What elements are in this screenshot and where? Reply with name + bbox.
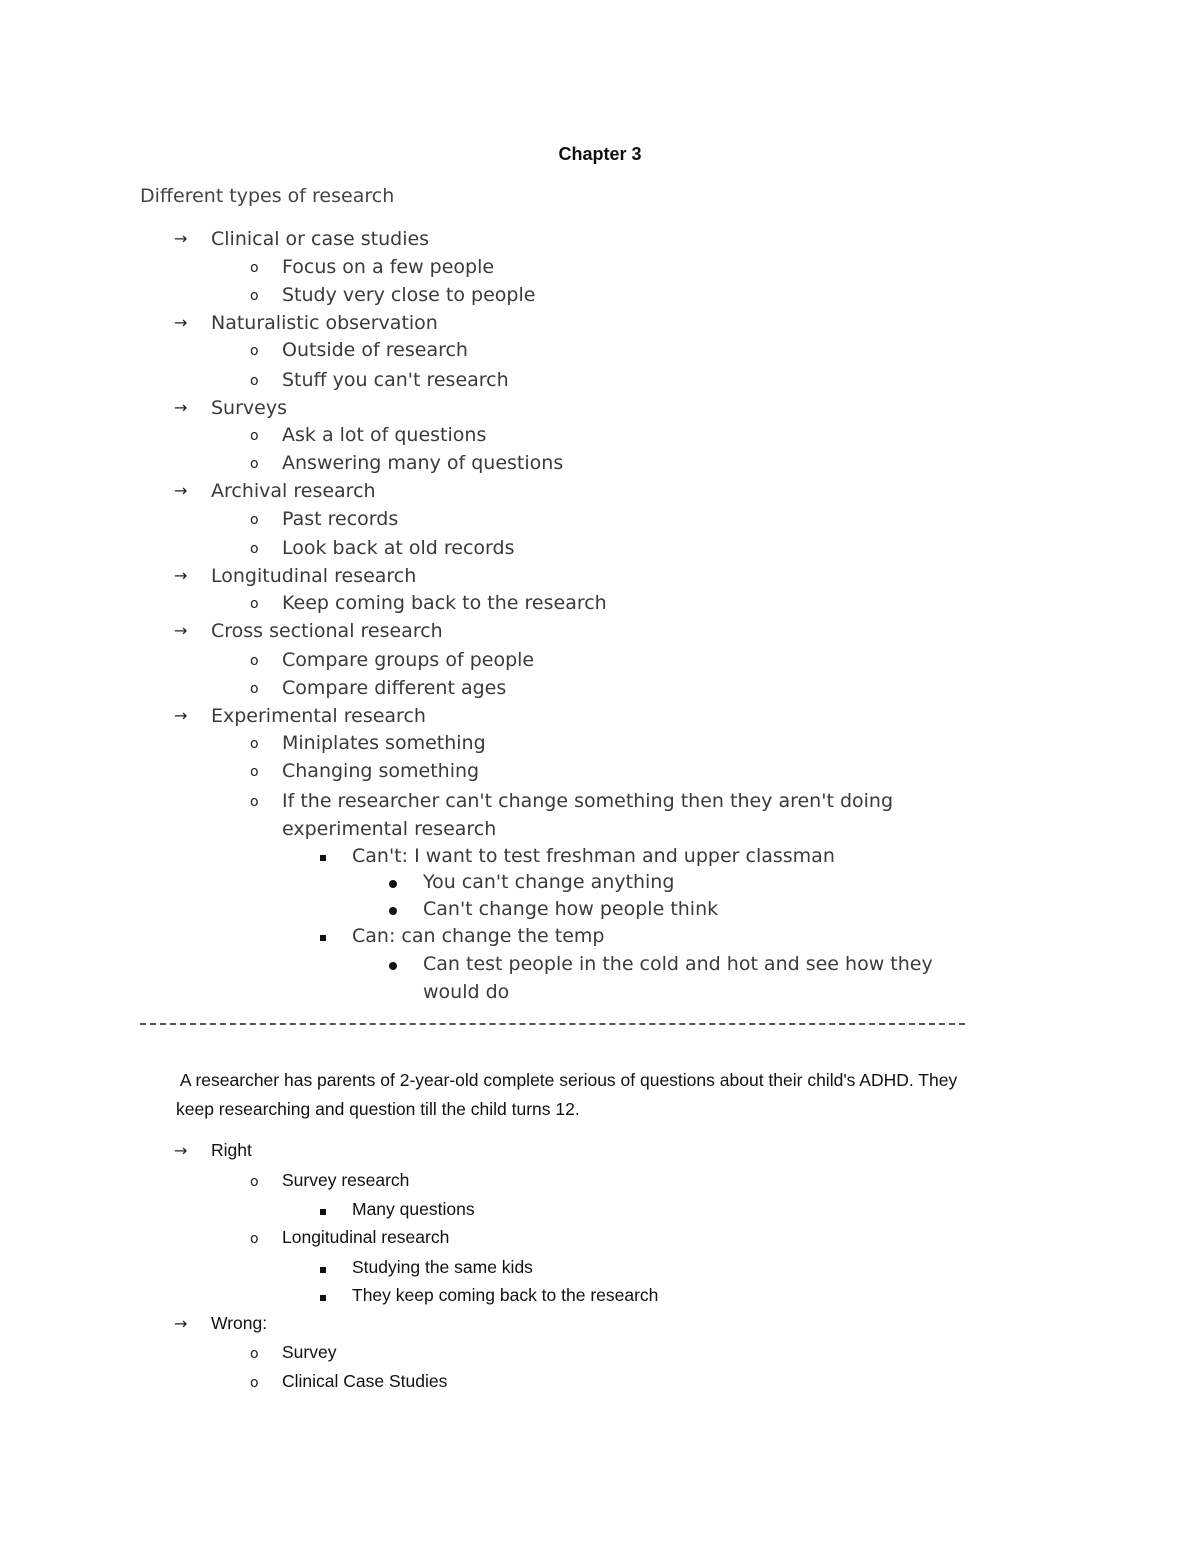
circle-bullet-icon: o: [250, 764, 259, 780]
circle-bullet-icon: o: [250, 456, 259, 472]
research-type-item: Clinical or case studies: [211, 228, 430, 250]
research-type-item: Experimental research: [211, 705, 426, 727]
research-point-item: Keep coming back to the research: [282, 592, 607, 614]
circle-bullet-icon: o: [250, 794, 259, 810]
arrow-bullet-icon: →: [174, 706, 188, 725]
dot-bullet-icon: [389, 907, 397, 915]
circle-bullet-icon: o: [250, 373, 259, 389]
experiment-detail-item: You can't change anything: [423, 871, 675, 893]
arrow-bullet-icon: →: [174, 1314, 188, 1333]
research-type-item: Archival research: [211, 480, 376, 502]
circle-bullet-icon: o: [250, 736, 259, 752]
circle-bullet-icon: o: [250, 1231, 259, 1247]
square-bullet-icon: [320, 855, 326, 861]
arrow-bullet-icon: →: [174, 481, 188, 500]
section-heading: Different types of research: [140, 185, 395, 207]
research-type-item: Longitudinal research: [211, 565, 417, 587]
research-point-continuation: experimental research: [282, 818, 497, 840]
answer-subitem: Many questions: [352, 1199, 475, 1219]
research-point-item: Stuff you can't research: [282, 369, 509, 391]
experiment-detail-item: Can't change how people think: [423, 898, 719, 920]
answer-wrong-label: Wrong:: [211, 1313, 268, 1333]
scenario-paragraph: [176, 1066, 1076, 1124]
circle-bullet-icon: o: [250, 428, 259, 444]
answer-subitem: Studying the same kids: [352, 1257, 533, 1277]
arrow-bullet-icon: →: [174, 229, 188, 248]
research-point-item: Answering many of questions: [282, 452, 564, 474]
research-point-item: Past records: [282, 508, 399, 530]
answer-item: Survey: [282, 1342, 337, 1362]
research-point-item: Miniplates something: [282, 732, 486, 754]
circle-bullet-icon: o: [250, 596, 259, 612]
section-divider: [140, 1023, 965, 1025]
scenario-line-1: A researcher has parents of 2-year-old complete serious of questions about their child's ADHD. They: [176, 1070, 958, 1090]
experiment-example-item: Can't: I want to test freshman and upper classman: [352, 845, 835, 867]
answer-item: Survey research: [282, 1170, 410, 1190]
dot-bullet-icon: [389, 880, 397, 888]
square-bullet-icon: [320, 1295, 326, 1301]
circle-bullet-icon: o: [250, 288, 259, 304]
research-point-item: Outside of research: [282, 339, 468, 361]
arrow-bullet-icon: →: [174, 621, 188, 640]
research-point-item: Compare different ages: [282, 677, 507, 699]
circle-bullet-icon: o: [250, 1174, 259, 1190]
answer-subitem: They keep coming back to the research: [352, 1285, 659, 1305]
circle-bullet-icon: o: [250, 512, 259, 528]
arrow-bullet-icon: →: [174, 398, 188, 417]
research-point-item: Study very close to people: [282, 284, 536, 306]
arrow-bullet-icon: →: [174, 313, 188, 332]
research-point-item: Changing something: [282, 760, 480, 782]
experiment-detail-item: Can test people in the cold and hot and see how they: [423, 953, 933, 975]
page-title: Chapter 3: [558, 144, 642, 164]
research-point-item: Ask a lot of questions: [282, 424, 487, 446]
circle-bullet-icon: o: [250, 1346, 259, 1362]
research-type-item: Cross sectional research: [211, 620, 443, 642]
dot-bullet-icon: [389, 962, 397, 970]
research-point-item: Compare groups of people: [282, 649, 535, 671]
research-point-item: If the researcher can't change something then they aren't doing: [282, 790, 894, 812]
research-type-item: Surveys: [211, 397, 287, 419]
circle-bullet-icon: o: [250, 1375, 259, 1391]
answer-item: Clinical Case Studies: [282, 1371, 448, 1391]
circle-bullet-icon: o: [250, 343, 259, 359]
circle-bullet-icon: o: [250, 681, 259, 697]
research-point-item: Focus on a few people: [282, 256, 495, 278]
research-point-item: Look back at old records: [282, 537, 515, 559]
arrow-bullet-icon: →: [174, 1141, 188, 1160]
circle-bullet-icon: o: [250, 260, 259, 276]
square-bullet-icon: [320, 1267, 326, 1273]
answer-right-label: Right: [211, 1140, 252, 1160]
scenario-line-2: keep researching and question till the child turns 12.: [176, 1099, 580, 1119]
circle-bullet-icon: o: [250, 653, 259, 669]
experiment-detail-item: would do: [423, 981, 510, 1003]
research-type-item: Naturalistic observation: [211, 312, 438, 334]
experiment-example-item: Can: can change the temp: [352, 925, 605, 947]
circle-bullet-icon: o: [250, 541, 259, 557]
square-bullet-icon: [320, 935, 326, 941]
arrow-bullet-icon: →: [174, 566, 188, 585]
answer-item: Longitudinal research: [282, 1227, 450, 1247]
square-bullet-icon: [320, 1209, 326, 1215]
